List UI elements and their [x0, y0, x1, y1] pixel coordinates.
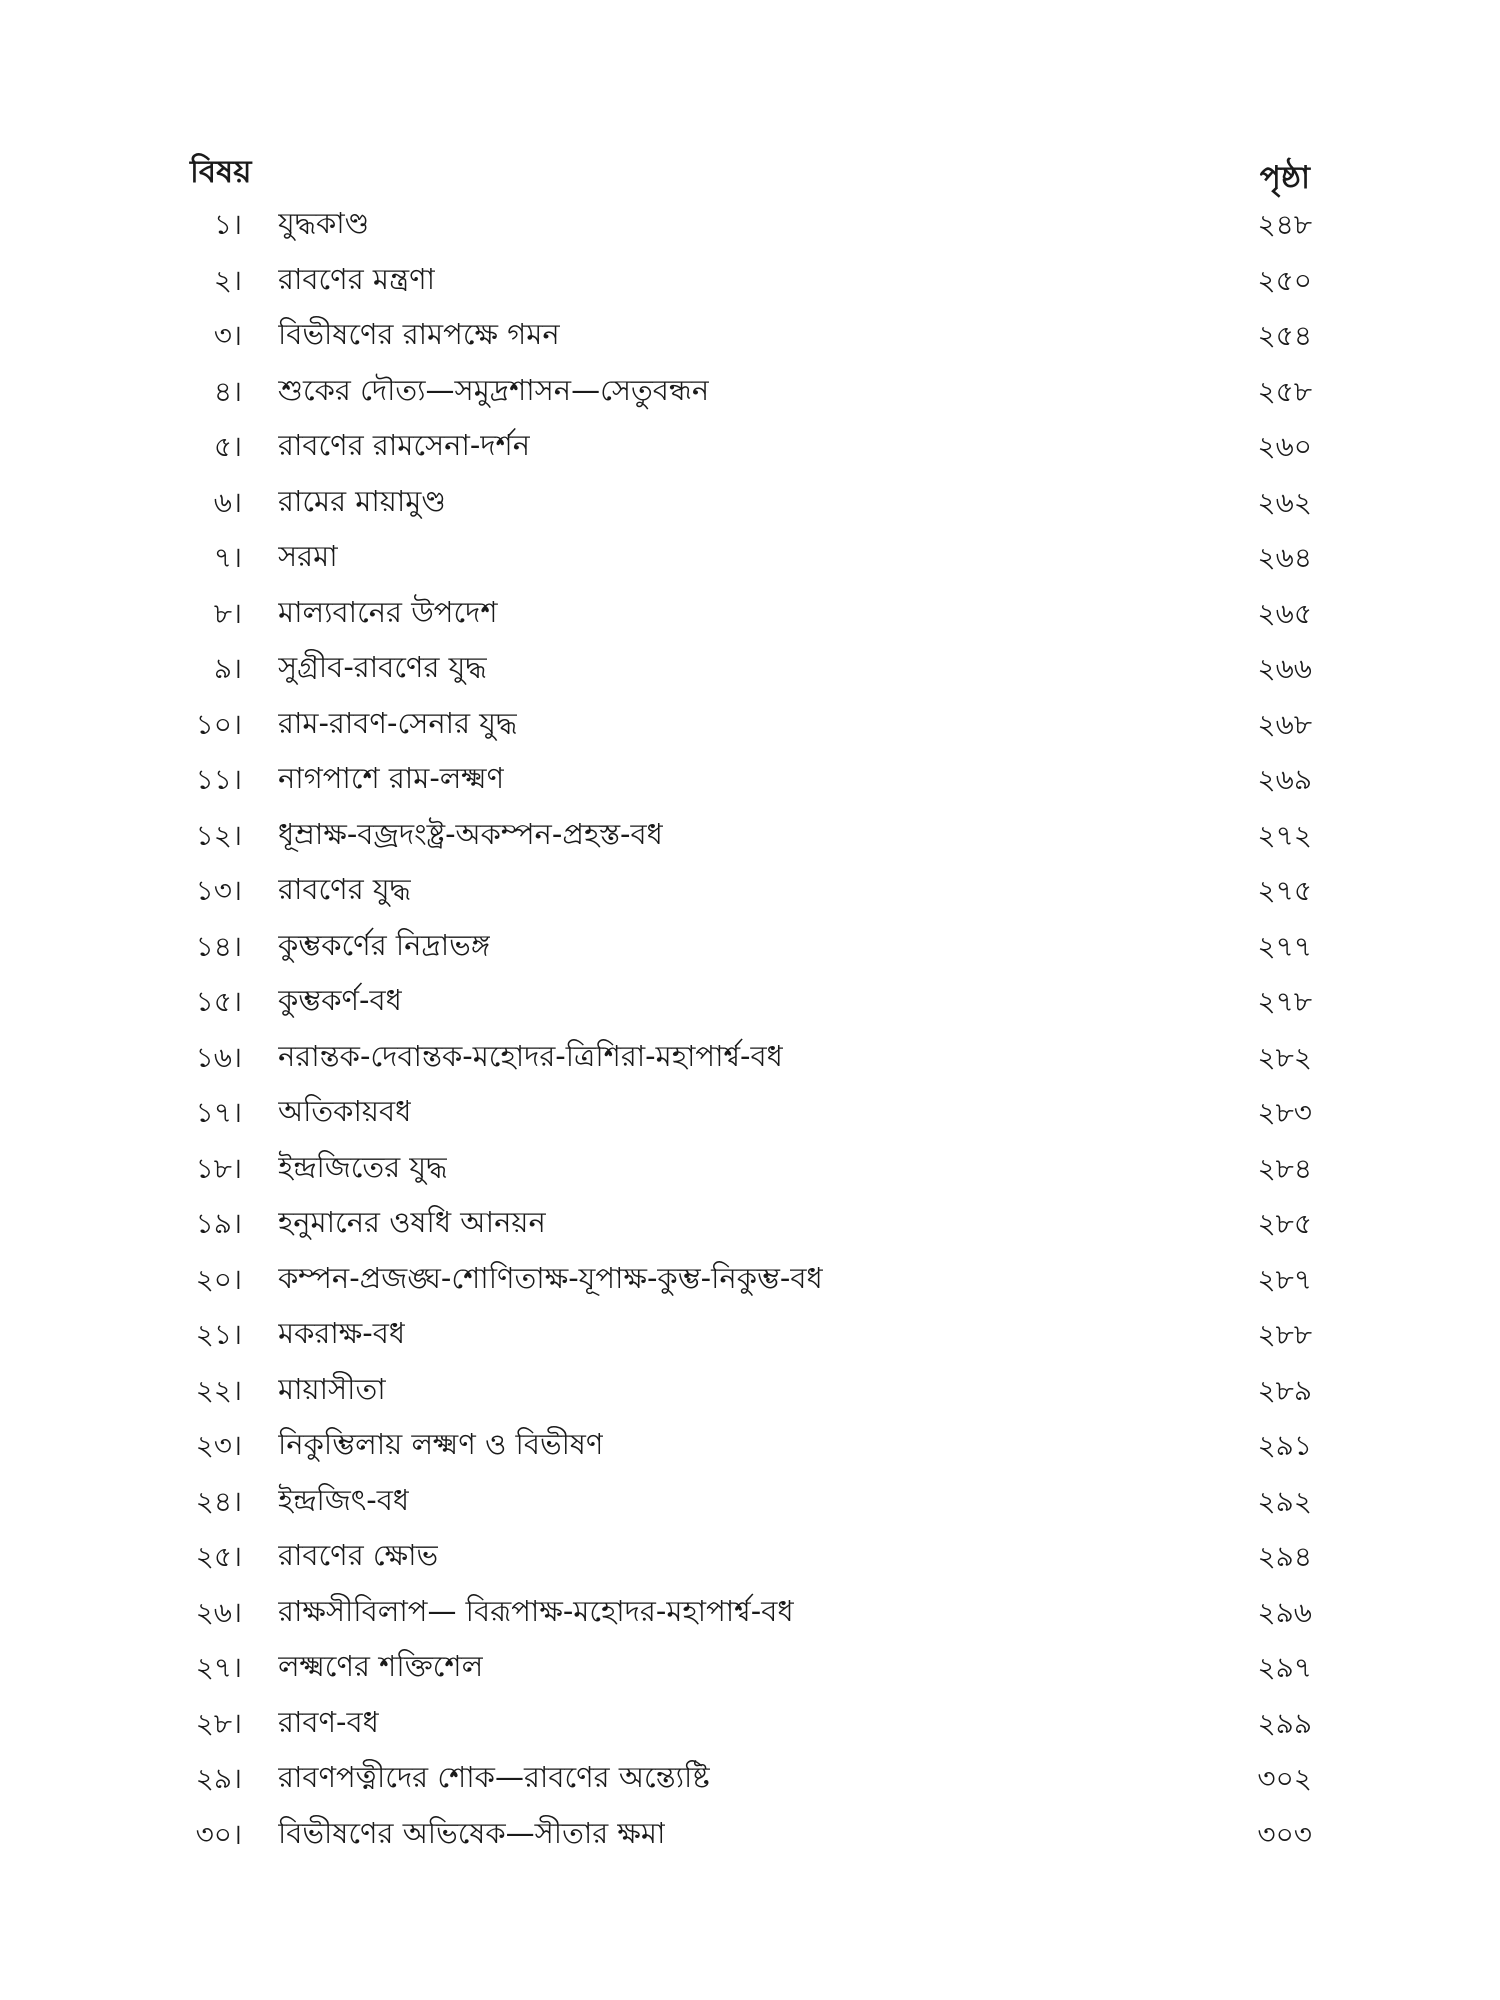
toc-title: রাবণের রামসেনা-দর্শন — [278, 428, 531, 462]
toc-row — [0, 362, 1500, 418]
toc-title: কুম্ভকর্ণ-বধ — [278, 983, 402, 1017]
toc-page-number: ২৮৩ — [1257, 1096, 1312, 1129]
toc-page-number: ২৬০ — [1257, 430, 1312, 463]
toc-page-number: ২৮৯ — [1257, 1373, 1312, 1407]
toc-page-number: ২৮২ — [1257, 1040, 1312, 1074]
toc-title: অতিকায়বধ — [278, 1094, 412, 1128]
toc-title: কুম্ভকর্ণের নিদ্রাভঙ্গ — [278, 927, 490, 962]
toc-title: রাম-রাবণ-সেনার যুদ্ধ — [278, 705, 518, 740]
toc-title: রাক্ষসীবিলাপ— বিরূপাক্ষ-মহোদর-মহাপার্শ্ব-বধ — [278, 1593, 794, 1628]
toc-number: ১১। — [195, 763, 242, 796]
toc-row — [0, 1527, 1500, 1583]
toc-page-number: ২৬৬ — [1257, 652, 1312, 685]
toc-row — [0, 750, 1500, 806]
toc-row — [0, 1583, 1500, 1639]
toc-page-number: ২৫৮ — [1257, 374, 1312, 408]
toc-row — [0, 1083, 1500, 1139]
toc-page-number: ২৭৮ — [1257, 985, 1312, 1018]
toc-row — [0, 417, 1500, 473]
toc-number: ১২। — [195, 818, 242, 852]
toc-row — [0, 1805, 1500, 1861]
toc-title: মকরাক্ষ-বধ — [278, 1316, 406, 1350]
toc-title: শুকের দৌত্য—সমুদ্রশাসন—সেতুবন্ধন — [278, 372, 710, 407]
toc-number: ৮। — [213, 596, 242, 630]
toc-number: ২৫। — [195, 1540, 242, 1573]
toc-page-number: ২৮৫ — [1257, 1207, 1312, 1240]
toc-row — [0, 528, 1500, 584]
toc-page-number: ২৯৬ — [1257, 1595, 1312, 1629]
toc-page-number: ২৮৪ — [1257, 1151, 1312, 1185]
toc-title: রাবণের যুদ্ধ — [278, 872, 411, 906]
toc-page-number: ২৫৪ — [1257, 319, 1312, 352]
toc-row — [0, 1028, 1500, 1084]
toc-row — [0, 695, 1500, 751]
toc-page-number: ২৮৭ — [1257, 1262, 1312, 1296]
toc-title: যুদ্ধকাণ্ড — [278, 206, 370, 240]
toc-title: ইন্দ্রজিতের যুদ্ধ — [278, 1149, 448, 1184]
toc-number: ৯। — [213, 652, 242, 685]
toc-title: নরান্তক-দেবান্তক-মহোদর-ত্রিশিরা-মহাপার্শ্ব-বধ — [278, 1038, 783, 1073]
toc-row — [0, 1472, 1500, 1528]
toc-row — [0, 1361, 1500, 1417]
toc-number: ২৭। — [195, 1651, 242, 1684]
toc-title: সুগ্রীব-রাবণের যুদ্ধ — [278, 650, 487, 684]
toc-page-number: ২৭২ — [1257, 818, 1312, 852]
toc-row — [0, 1305, 1500, 1361]
toc-number: ১৬। — [195, 1040, 242, 1074]
toc-title: বিভীষণের অভিষেক—সীতার ক্ষমা — [278, 1815, 666, 1850]
table-of-contents — [0, 195, 1500, 1860]
toc-row — [0, 251, 1500, 307]
toc-row — [0, 473, 1500, 529]
toc-page-number: ২৬৫ — [1257, 596, 1312, 630]
toc-row — [0, 972, 1500, 1028]
toc-row — [0, 195, 1500, 251]
toc-number: ১৪। — [195, 929, 242, 963]
toc-title: মায়াসীতা — [278, 1371, 386, 1406]
toc-title: নাগপাশে রাম-লক্ষ্মণ — [278, 761, 505, 795]
toc-number: ৩। — [213, 319, 242, 352]
toc-page-number: ২৮৮ — [1257, 1318, 1312, 1351]
toc-row — [0, 1638, 1500, 1694]
toc-page-number: ২৭৭ — [1257, 929, 1312, 963]
toc-row — [0, 861, 1500, 917]
subject-column-label: বিষয় — [190, 154, 252, 190]
toc-number: ২। — [213, 263, 242, 297]
toc-page-number: ২৫০ — [1257, 263, 1312, 297]
toc-row — [0, 806, 1500, 862]
toc-number: ৬। — [213, 485, 242, 519]
toc-number: ১৩। — [195, 874, 242, 907]
page-column-label: পৃষ্ঠা — [1259, 160, 1310, 196]
toc-title: বিভীষণের রামপক্ষে গমন — [278, 317, 560, 351]
toc-number: ২৮। — [195, 1706, 242, 1740]
toc-number: ১৭। — [195, 1096, 242, 1129]
toc-title: নিকুম্ভিলায় লক্ষ্মণ ও বিভীষণ — [278, 1427, 604, 1461]
toc-title: রাবণ-বধ — [278, 1704, 379, 1739]
toc-page-number: ২৭৫ — [1257, 874, 1312, 907]
toc-page-number: ৩০৩ — [1257, 1817, 1312, 1851]
toc-row — [0, 1139, 1500, 1195]
toc-title: কম্পন-প্রজঙ্ঘ-শোণিতাক্ষ-যূপাক্ষ-কুম্ভ-নিকুম্ভ-বধ — [278, 1260, 823, 1295]
toc-number: ২৩। — [195, 1429, 242, 1462]
toc-page-number: ২৯২ — [1257, 1484, 1312, 1518]
toc-page-number: ২৪৮ — [1257, 208, 1312, 241]
toc-row — [0, 1694, 1500, 1750]
toc-page-number: ২৯১ — [1257, 1429, 1312, 1462]
toc-page-number: ২৯৯ — [1257, 1706, 1312, 1740]
toc-number: ৫। — [213, 430, 242, 463]
toc-row — [0, 917, 1500, 973]
toc-title: রাবণের ক্ষোভ — [278, 1538, 439, 1572]
toc-number: ১৫। — [195, 985, 242, 1018]
toc-page-number: ২৬২ — [1257, 485, 1312, 519]
toc-row — [0, 1250, 1500, 1306]
toc-row — [0, 306, 1500, 362]
toc-title: হনুমানের ওষধি আনয়ন — [278, 1205, 546, 1239]
toc-number: ২১। — [195, 1318, 242, 1351]
toc-title: রামের মায়ামুণ্ড — [278, 483, 446, 518]
toc-number: ১০। — [195, 707, 242, 741]
toc-title: রাবণের মন্ত্রণা — [278, 261, 436, 296]
toc-page-number: ২৯৪ — [1257, 1540, 1312, 1573]
toc-title: ইন্দ্রজিৎ-বধ — [278, 1482, 410, 1517]
toc-title: সরমা — [278, 539, 338, 573]
toc-title: লক্ষ্মণের শক্তিশেল — [278, 1649, 484, 1683]
toc-number: ৩০। — [195, 1817, 242, 1851]
toc-number: ২৬। — [195, 1595, 242, 1629]
toc-page-number: ২৬৮ — [1257, 707, 1312, 741]
toc-title: মাল্যবানের উপদেশ — [278, 594, 498, 629]
toc-row — [0, 1194, 1500, 1250]
toc-number: ৪। — [213, 374, 242, 408]
toc-number: ১৮। — [195, 1151, 242, 1185]
toc-number: ২৪। — [195, 1484, 242, 1518]
toc-number: ১৯। — [195, 1207, 242, 1240]
toc-page-number: ২৬৪ — [1257, 541, 1312, 574]
toc-number: ৭। — [213, 541, 242, 574]
toc-title: ধূম্রাক্ষ-বজ্রদংষ্ট্র-অকম্পন-প্রহস্ত-বধ — [278, 816, 663, 851]
toc-page-number: ২৯৭ — [1257, 1651, 1312, 1684]
toc-row — [0, 1416, 1500, 1472]
toc-row — [0, 1749, 1500, 1805]
toc-row — [0, 584, 1500, 640]
toc-title: রাবণপত্নীদের শোক—রাবণের অন্ত্যেষ্টি — [278, 1760, 710, 1794]
toc-header — [190, 140, 1310, 200]
toc-number: ২২। — [195, 1373, 242, 1407]
toc-page-number: ৩০২ — [1257, 1762, 1312, 1795]
toc-page-number: ২৬৯ — [1257, 763, 1312, 796]
toc-row — [0, 639, 1500, 695]
toc-number: ১। — [213, 208, 242, 241]
toc-number: ২৯। — [195, 1762, 242, 1795]
toc-number: ২০। — [195, 1262, 242, 1296]
